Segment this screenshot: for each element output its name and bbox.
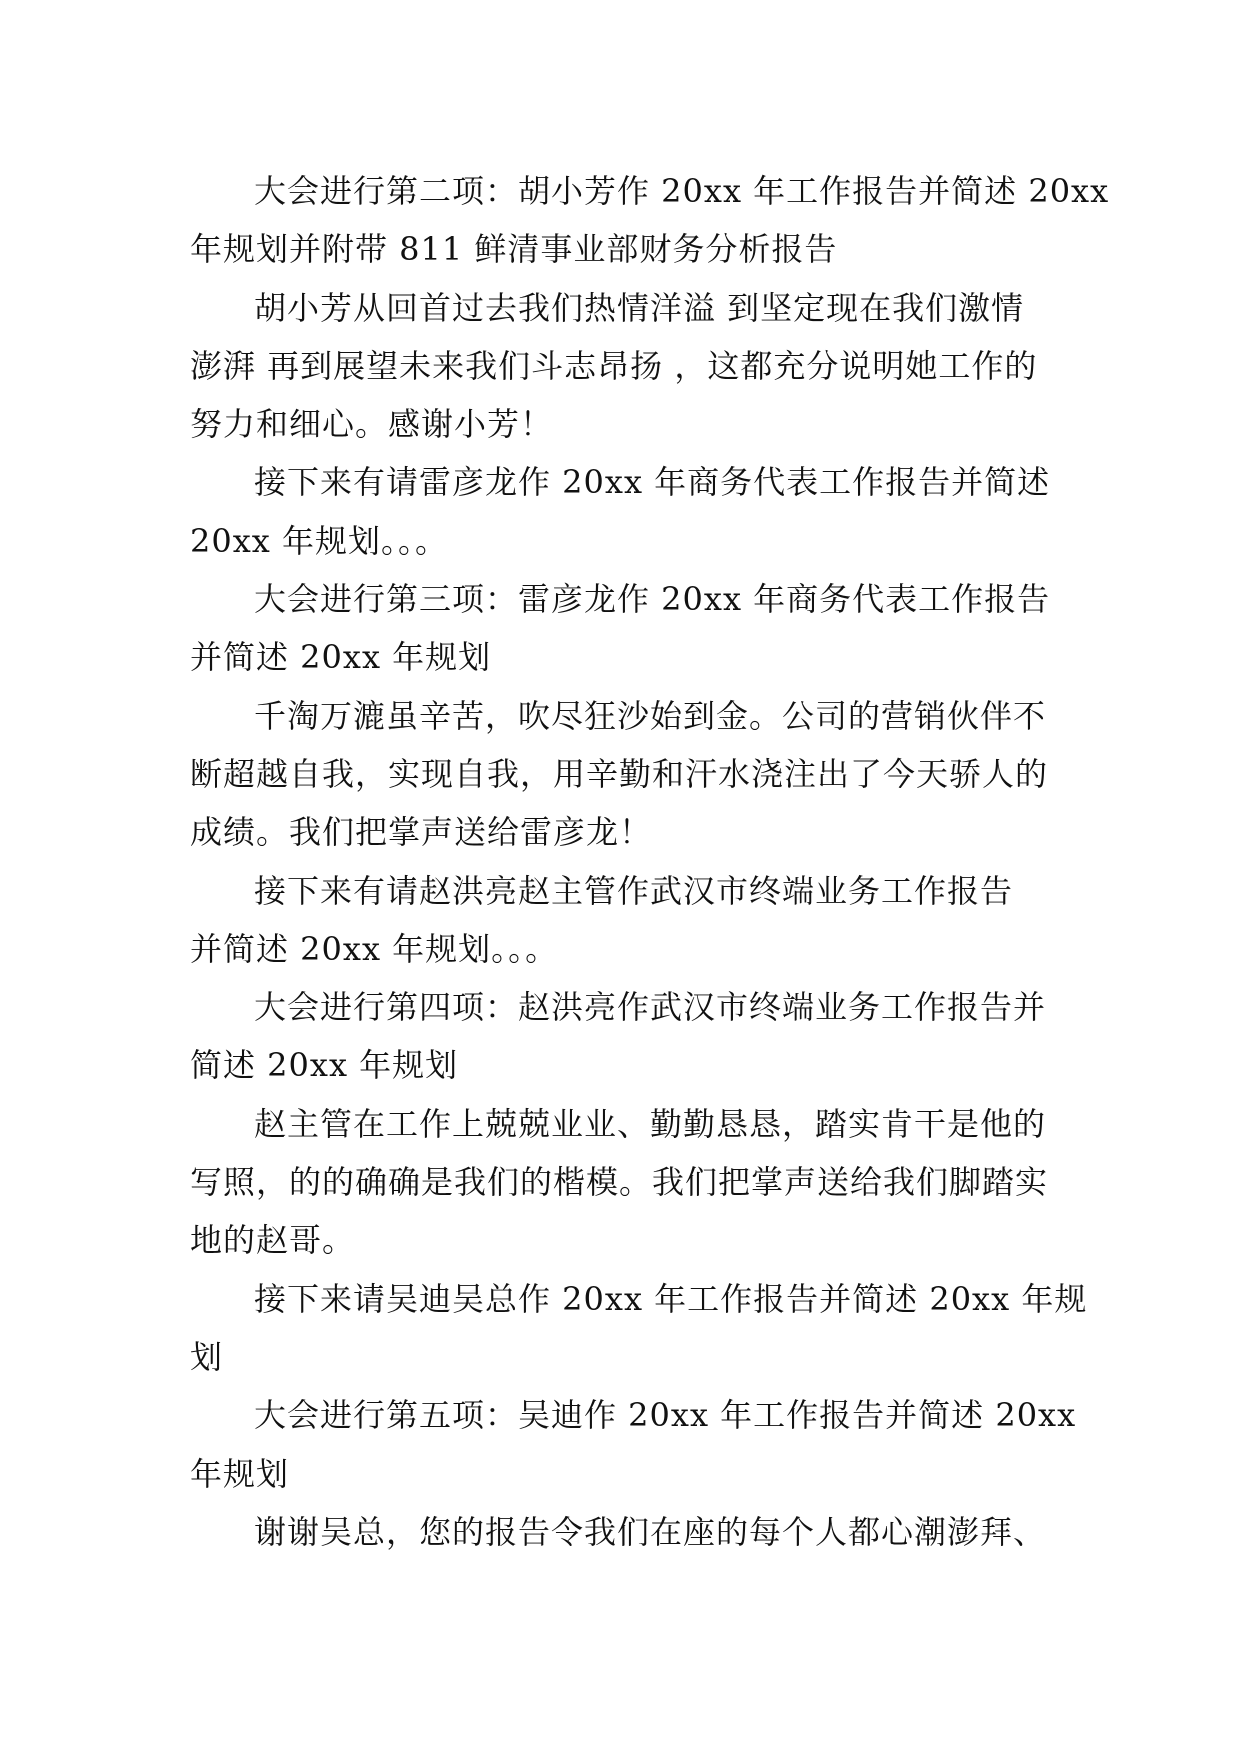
text-line: 谢谢吴总，您的报告令我们在座的每个人都心潮澎拜、 xyxy=(254,1512,1047,1551)
text-line: 划 xyxy=(190,1337,224,1376)
text-line: 大会进行第五项：吴迪作 20xx 年工作报告并简述 20xx xyxy=(254,1396,1077,1435)
text-line: 地的赵哥。 xyxy=(190,1221,356,1260)
paragraph-thanks-lei xyxy=(190,687,1050,862)
text-line: 简述 20xx 年规划 xyxy=(190,1046,459,1085)
text-line: 接下来有请赵洪亮赵主管作武汉市终端业务工作报告 xyxy=(254,871,1014,910)
paragraph-item-3-report xyxy=(190,570,1050,687)
paragraph-item-5-report xyxy=(190,1386,1077,1503)
text-line: 并简述 20xx 年规划 xyxy=(190,638,492,677)
paragraph-item-4-report xyxy=(190,978,1050,1095)
text-line: 接下来有请雷彦龙作 20xx 年商务代表工作报告并简述 xyxy=(254,463,1051,502)
text-line: 努力和细心。感谢小芳！ xyxy=(190,405,554,444)
text-line: 大会进行第四项：赵洪亮作武汉市终端业务工作报告并 xyxy=(254,988,1047,1027)
document-body xyxy=(190,162,1110,1561)
text-line: 大会进行第二项：胡小芳作 20xx 年工作报告并简述 20xx xyxy=(254,172,1110,210)
paragraph-invite-zhao xyxy=(190,862,1050,979)
paragraph-invite-wu xyxy=(190,1270,1088,1387)
paragraph-thanks-xiaofang xyxy=(190,279,1050,454)
text-line: 年规划并附带 811 鲜清事业部财务分析报告 xyxy=(190,230,838,269)
paragraph-thanks-zhao xyxy=(190,1095,1050,1270)
paragraph-invite-lei xyxy=(190,453,1050,570)
text-line: 澎湃 再到展望未来我们斗志昂扬 ，这都充分说明她工作的 xyxy=(190,346,1038,385)
paragraph-item-2-report xyxy=(190,162,1110,279)
text-line: 成绩。我们把掌声送给雷彦龙！ xyxy=(190,813,653,852)
text-line: 大会进行第三项：雷彦龙作 20xx 年商务代表工作报告 xyxy=(254,580,1051,619)
text-line: 写照，的的确确是我们的楷模。我们把掌声送给我们脚踏实 xyxy=(190,1163,1049,1202)
text-line: 千淘万漉虽辛苦，吹尽狂沙始到金。公司的营销伙伴不 xyxy=(254,696,1047,735)
text-line: 并简述 20xx 年规划。。。 xyxy=(190,929,559,968)
text-line: 20xx 年规划。。。 xyxy=(190,521,448,560)
text-line: 赵主管在工作上兢兢业业、勤勤恳恳，踏实肯干是他的 xyxy=(254,1104,1047,1143)
text-line: 年规划 xyxy=(190,1454,290,1493)
text-line: 胡小芳从回首过去我们热情洋溢 到坚定现在我们激情 xyxy=(254,288,1025,327)
text-line: 接下来请吴迪吴总作 20xx 年工作报告并简述 20xx 年规 xyxy=(254,1279,1088,1318)
text-line: 断超越自我，实现自我，用辛勤和汗水浇注出了今天骄人的 xyxy=(190,754,1049,793)
paragraph-thanks-wu xyxy=(190,1503,1050,1561)
